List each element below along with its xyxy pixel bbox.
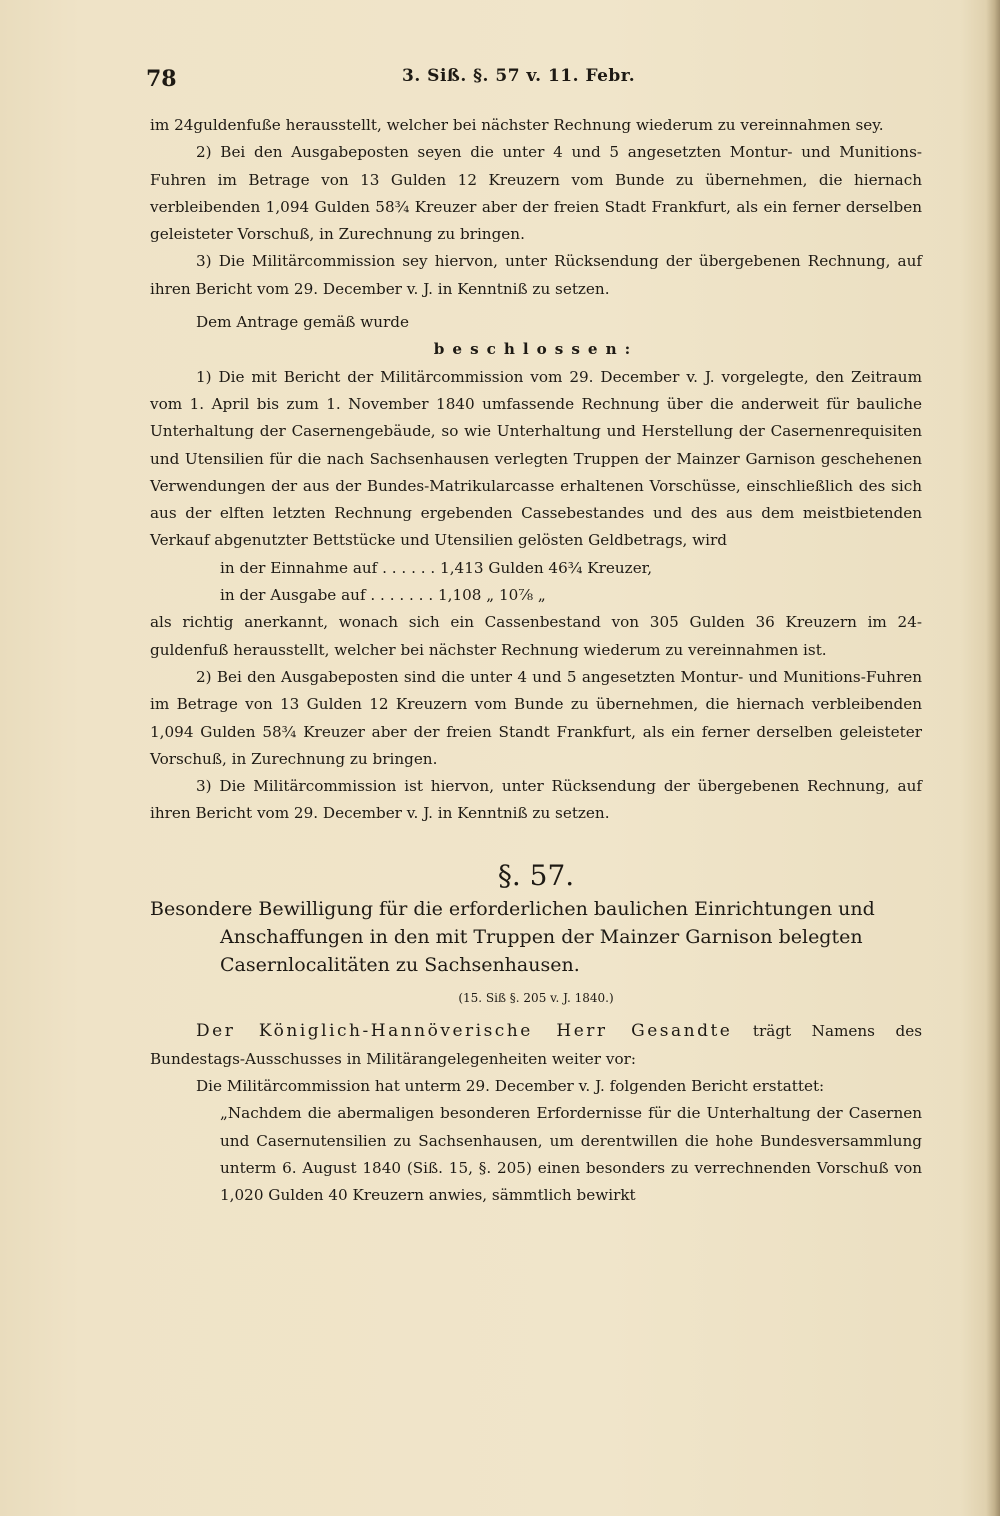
running-head: 3. Siß. §. 57 v. 11. Febr. xyxy=(402,66,636,86)
page-edge-shadow xyxy=(986,0,1000,1516)
section-title: Besondere Bewilligung für die erforderlichen baulichen Einrichtungen und Anschaffungen in den mit Truppen der Mainzer Garnison belegten Casernlocalitäten zu Sachsenhausen. xyxy=(150,898,875,977)
speaker-name: Der Königlich-Hannöverische Herr Gesandte xyxy=(196,1021,733,1042)
report-quote: „Nachdem die abermaligen besonderen Erfordernisse für die Unterhaltung der Casernen und Casernutensilien zu Sachsenhausen, um derentwillen die hohe Bundesversammlung unterm 6. August 1840 (Siß. 15, §. 205) einen besonders zu verrechnenden Vorschuß von 1,020 Gulden 40 Kreuzern anwies, sämmtlich bewirkt xyxy=(220,1104,922,1205)
resolution-heading: beschlossen: xyxy=(433,340,639,359)
resolution-item-3: 3) Die Militärcommission ist hiervon, unter Rücksendung der übergebenen Rechnung, auf ihren Bericht vom 29. December v. J. in Kenntniß zu setzen. xyxy=(150,777,922,823)
resolution-item-2: 2) Bei den Ausgabeposten sind die unter 4 und 5 angesetzten Montur- und Munitions-Fuhren im Betrage von 13 Gulden 12 Kreuzern vom Bunde zu übernehmen, die hiernach verbleibenden 1,094 Gulden 58¾ Kreuzer aber der freien Standt Frankfurt, als ein ferner derselben geleisteter Vorschuß, in Zurechnung zu bringen. xyxy=(150,667,922,768)
speaker-text: trägt Namens des Bundestags-Ausschusses in Militärangelegenheiten weiter vor: xyxy=(150,1022,922,1068)
resolution-item-1: 1) Die mit Bericht der Militärcommission vom 29. December v. J. vorgelegte, den Zeitraum vom 1. April bis zum 1. November 1840 umfassende Rechnung über die anderweit für bauliche Unterhaltung der Casernengebäude, so wie Unterhaltung und Herstellung der Casernenrequisiten und Utensilien für die nach Sachsenhausen verlegten Truppen der Mainzer Garnison geschehenen Verwendungen der aus der Bundes-Matrikularcasse erhaltenen Vorschüsse, einschließlich des sich aus der elften letzten Rechnung ergebenden Cassebestandes und des aus dem meistbietenden Verkauf abgenutzter Bettstücke und Utensilien gelösten Geldbetrags, wird xyxy=(150,367,922,550)
previous-paragraph-continuation: im 24guldenfuße herausstellt, welcher bei nächster Rechnung wiederum zu vereinnahmen sey. xyxy=(150,116,884,134)
speaker-paragraph xyxy=(150,1018,922,1073)
report-intro: Die Militärcommission hat unterm 29. December v. J. folgenden Bericht erstattet: xyxy=(196,1076,825,1095)
section-reference: (15. Siß §. 205 v. J. 1840.) xyxy=(458,991,614,1006)
previous-item-2: 2) Bei den Ausgabeposten seyen die unter 4 und 5 angesetzten Montur- und Munitions-Fuhren im Betrage von 13 Gulden 12 Kreuzern vom Bunde zu übernehmen, die hiernach verbleibenden 1,094 Gulden 58¾ Kreuzer aber der freien Stadt Frankfurt, als ein ferner derselben geleisteter Vorschuß, in Zurechnung zu bringen. xyxy=(150,143,922,244)
expense-line: in der Ausgabe auf . . . . . . . 1,108 „ 10⅞ „ xyxy=(220,586,546,605)
section-number: §. 57. xyxy=(497,858,575,892)
previous-item-3: 3) Die Militärcommission sey hiervon, unter Rücksendung der übergebenen Rechnung, auf ihren Bericht vom 29. December v. J. in Kenntniß zu setzen. xyxy=(150,252,922,298)
page-number: 78 xyxy=(146,66,177,92)
resolution-item-1-end: als richtig anerkannt, wonach sich ein Cassenbestand von 305 Gulden 36 Kreuzern im 24-guldenfuß herausstellt, welcher bei nächster Rechnung wiederum zu vereinnahmen ist. xyxy=(150,613,922,659)
resolution-intro: Dem Antrage gemäß wurde xyxy=(196,313,409,332)
income-line: in der Einnahme auf . . . . . . 1,413 Gulden 46¾ Kreuzer, xyxy=(220,558,653,577)
page-body xyxy=(150,112,922,1209)
